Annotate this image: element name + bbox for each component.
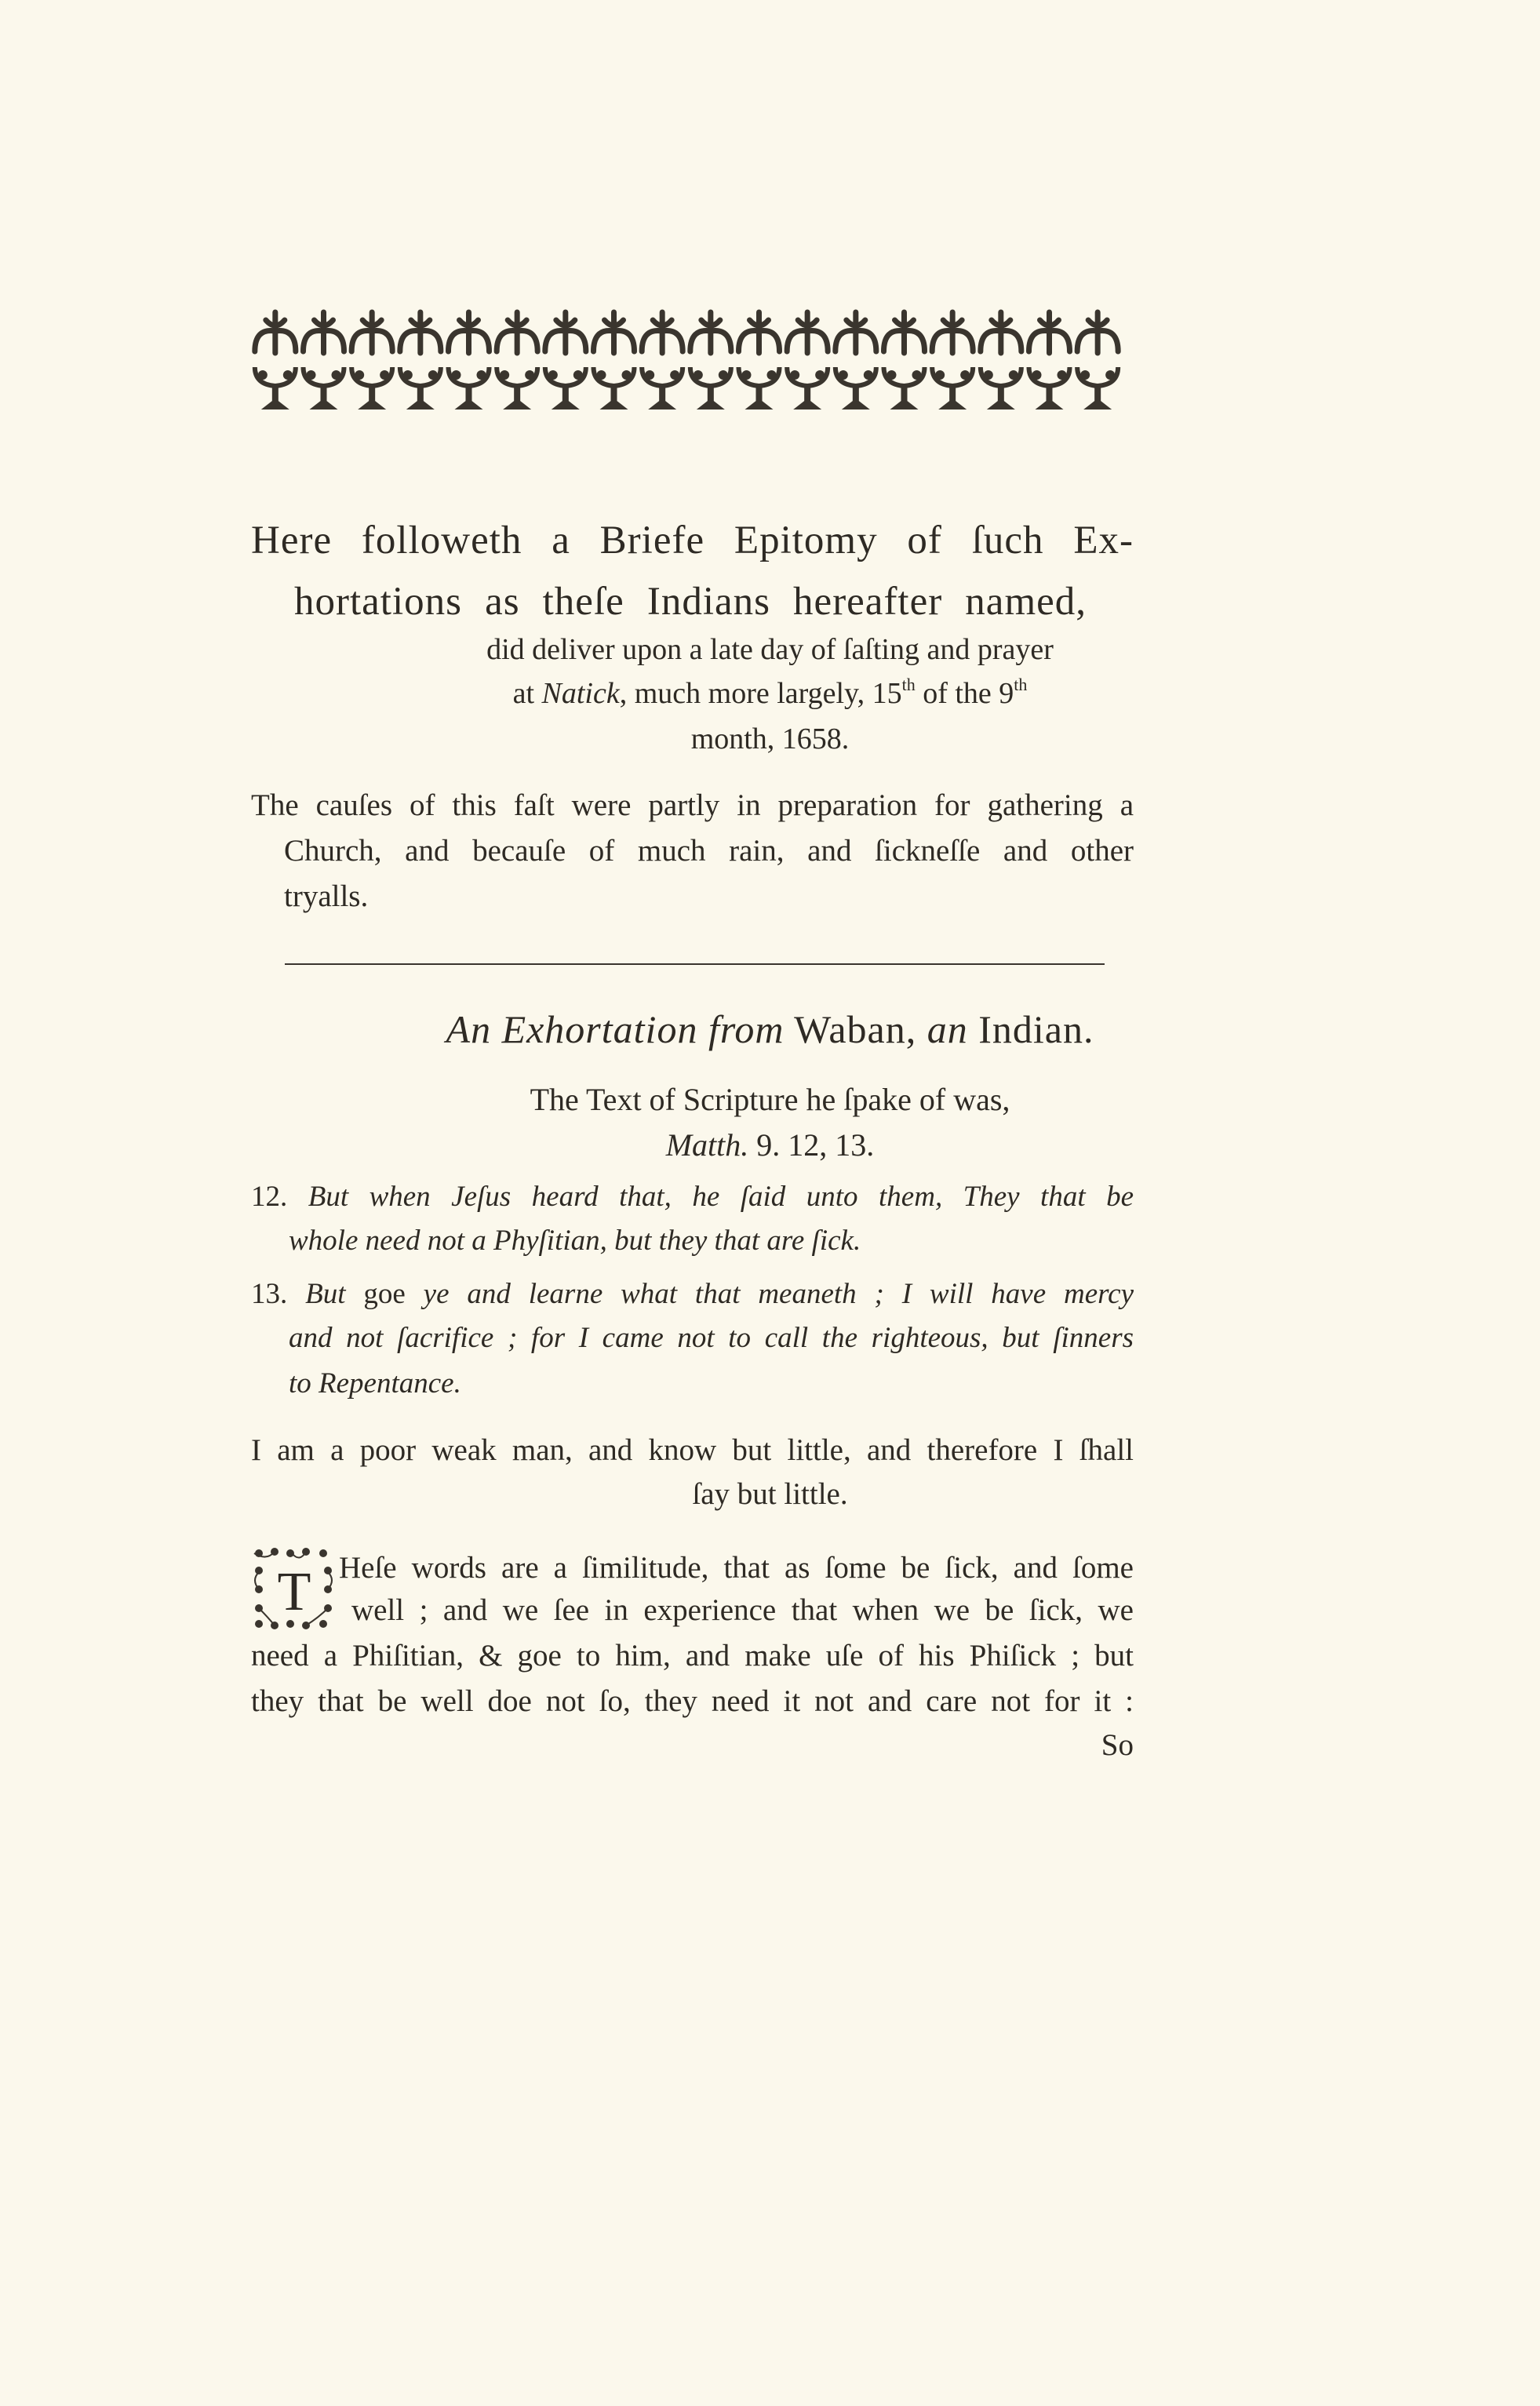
ornament-band-bottom xyxy=(251,362,1122,413)
ornament-urn xyxy=(545,367,586,409)
verse-12-line-1: 12. But when Jeſus heard that, he ſaid unto them, They that be xyxy=(251,1181,1134,1213)
body-line-1: Heſe words are a ſimilitude, that as ſome be ſick, and ſome xyxy=(339,1551,1134,1585)
body-line-3: need a Phiſitian, & goe to him, and make uſe of his Phiſick ; but xyxy=(251,1639,1134,1673)
ornament-sprig xyxy=(836,312,876,353)
ornament-sprig xyxy=(884,312,925,353)
ornament-sprig xyxy=(690,312,731,353)
ornament-urn xyxy=(981,367,1021,409)
ornament-urn xyxy=(787,367,828,409)
ornament-sprig xyxy=(545,312,586,353)
section-divider xyxy=(285,963,1105,965)
ornament-sprig xyxy=(739,312,780,353)
verse-13-line-1: 13. But goe ye and learne what that meaneth ; I will have mercy xyxy=(251,1278,1134,1310)
ornament-urn xyxy=(594,367,635,409)
ornament-sprig xyxy=(787,312,828,353)
ornament-urn xyxy=(739,367,780,409)
ornament-sprig xyxy=(932,312,973,353)
ornament-sprig xyxy=(642,312,683,353)
ornament-urn xyxy=(690,367,731,409)
verse-13-line-2: and not ſacrifice ; for I came not to call the righteous, but ſinners xyxy=(289,1322,1134,1354)
verse-13-line-3: to Repentance. xyxy=(289,1367,461,1400)
ornament-urn xyxy=(932,367,973,409)
ornament-sprig xyxy=(255,312,296,353)
subheading-line-1: did deliver upon a late day of ſaſting and prayer xyxy=(486,633,1054,666)
ornament-urn xyxy=(351,367,392,409)
heading-line-1: Here followeth a Briefe Epitomy of ſuch Ex- xyxy=(251,519,1134,562)
ornament-sprig xyxy=(400,312,441,353)
causes-line-3: tryalls. xyxy=(284,879,369,913)
scripture-intro: The Text of Scripture he ſpake of was, xyxy=(530,1082,1010,1117)
drop-cap xyxy=(251,1545,337,1632)
scripture-reference: Matth. 9. 12, 13. xyxy=(665,1127,875,1163)
ornament-sprig xyxy=(497,312,537,353)
svg-text:T: T xyxy=(277,1562,311,1622)
body-line-2: well ; and we ſee in experience that when we be ſick, we xyxy=(351,1593,1134,1627)
body-line-4: they that be well doe not ſo, they need it not and care not for it : xyxy=(251,1684,1134,1718)
ornament-urn xyxy=(1077,367,1118,409)
verse-number: 12. xyxy=(251,1181,308,1213)
ornament-urn xyxy=(400,367,441,409)
ornament-sprig xyxy=(351,312,392,353)
ornament-urn xyxy=(497,367,537,409)
poor-man-line-1: I am a poor weak man, and know but little, and therefore I ſhall xyxy=(251,1433,1134,1467)
ornament-urn xyxy=(642,367,683,409)
subheading-line-2: at Natick, much more largely, 15th of the 9th xyxy=(512,675,1028,710)
ornament-urn xyxy=(255,367,296,409)
causes-line-1: The cauſes of this faſt were partly in preparation for gathering a xyxy=(251,788,1134,822)
ornament-urn xyxy=(884,367,925,409)
ornament-urn xyxy=(1029,367,1070,409)
ornament-sprig xyxy=(1029,312,1070,353)
verse-12-line-2: whole need not a Phyſitian, but they that are ſick. xyxy=(289,1225,861,1257)
verse-number: 13. xyxy=(251,1278,306,1310)
exhortation-title: An Exhortation from Waban, an Indian. xyxy=(446,1007,1094,1051)
heading-line-2: hortations as theſe Indians hereafter named, xyxy=(294,580,1087,624)
ornament-urn xyxy=(836,367,876,409)
subheading-line-3: month, 1658. xyxy=(690,723,850,755)
ornament-urn xyxy=(304,367,344,409)
causes-line-2: Church, and becauſe of much rain, and ſickneſſe and other xyxy=(284,834,1134,868)
ornament-sprig xyxy=(594,312,635,353)
ornament-sprig xyxy=(449,312,490,353)
ornament-sprig xyxy=(981,312,1021,353)
ornament-sprig xyxy=(1077,312,1118,353)
catchword: So xyxy=(1101,1728,1134,1762)
poor-man-line-2: ſay but little. xyxy=(692,1477,848,1511)
place-name: Natick xyxy=(541,677,620,710)
ornament-sprig xyxy=(304,312,344,353)
ornament-band-top xyxy=(251,308,1122,358)
ornament-urn xyxy=(449,367,490,409)
